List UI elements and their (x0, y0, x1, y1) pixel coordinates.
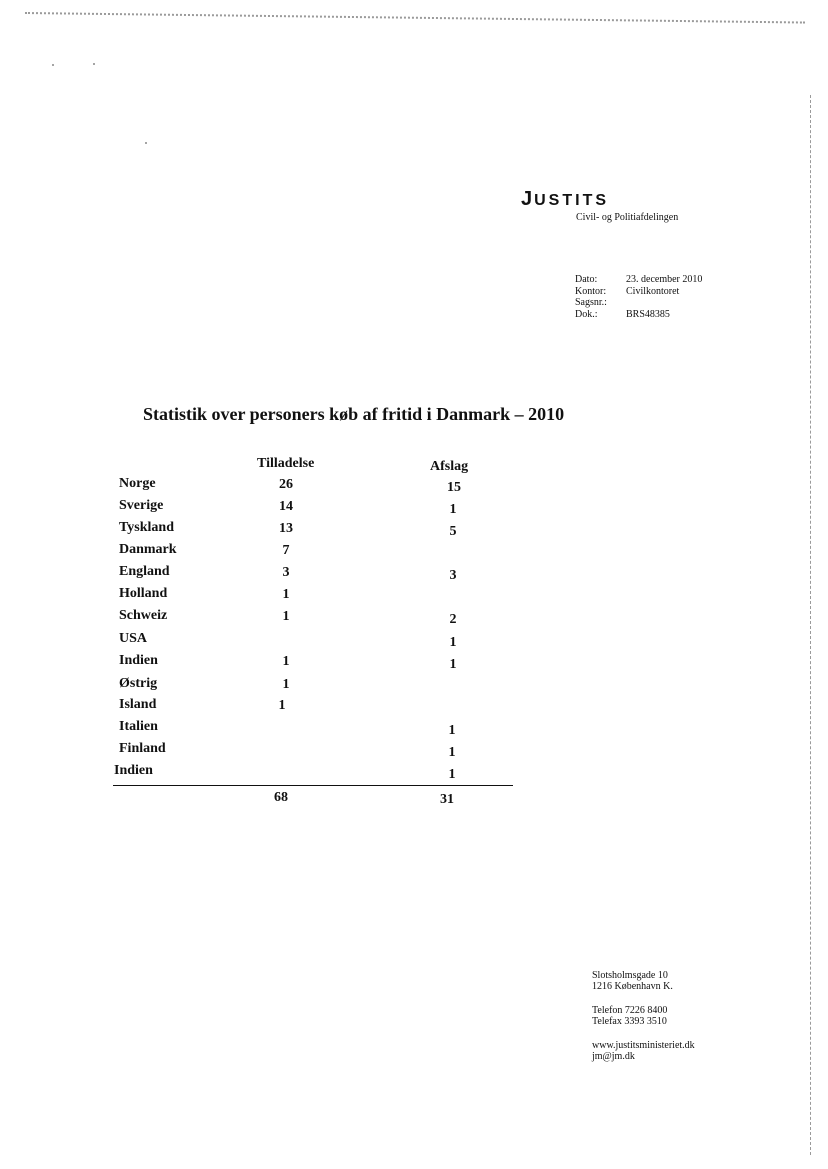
table-country: Schweiz (119, 608, 168, 623)
ministry-logo (521, 188, 609, 211)
table-country: Island (119, 697, 157, 712)
total-tilladelse: 68 (274, 790, 288, 805)
footer-fax: Telefax 3393 3510 (592, 1016, 667, 1027)
table-cell-tilladelse: 1 (282, 677, 290, 692)
table-country: Tyskland (119, 520, 174, 535)
table-cell-afslag: 15 (447, 480, 461, 495)
department-name: Civil- og Politiafdelingen (576, 212, 679, 223)
scan-speck (52, 64, 54, 66)
meta-label: Dato: (575, 274, 598, 285)
table-cell-tilladelse: 1 (282, 587, 290, 602)
table-cell-afslag: 1 (448, 745, 456, 760)
meta-value: BRS48385 (626, 308, 670, 320)
table-cell-tilladelse: 7 (282, 543, 290, 558)
footer-address-1: Slotsholmsgade 10 (592, 970, 668, 981)
table-cell-afslag: 1 (449, 502, 457, 517)
header-tilladelse: Tilladelse (257, 456, 315, 471)
table-country: Holland (119, 586, 168, 601)
table-cell-afslag: 1 (448, 767, 456, 782)
table-cell-tilladelse: 1 (278, 698, 286, 713)
page-title: Statistik over personers køb af fritid i Danmark – 2010 (143, 404, 565, 424)
scan-artifact-line (25, 12, 805, 24)
meta-label: Kontor: (575, 285, 607, 297)
table-cell-afslag: 1 (449, 635, 457, 650)
scan-speck (145, 142, 147, 144)
footer-address-2: 1216 København K. (592, 981, 673, 992)
table-country: Indien (119, 653, 158, 668)
table-cell-tilladelse: 1 (282, 654, 290, 669)
table-cell-afslag: 5 (449, 524, 457, 539)
meta-label: Sagsnr.: (575, 297, 607, 308)
meta-label: Dok.: (575, 308, 598, 320)
table-cell-afslag: 3 (449, 568, 457, 583)
total-divider (113, 785, 513, 786)
table-cell-afslag: 1 (448, 723, 456, 738)
table-country: Østrig (119, 676, 158, 691)
total-afslag: 31 (440, 792, 454, 807)
table-cell-afslag: 2 (449, 612, 457, 627)
table-cell-tilladelse: 26 (279, 477, 293, 492)
table-country: Finland (119, 741, 166, 756)
scan-speck (93, 63, 95, 65)
table-cell-afslag: 1 (449, 657, 457, 672)
table-cell-tilladelse: 1 (282, 609, 290, 624)
table-country: Sverige (119, 498, 164, 513)
meta-value: 23. december 2010 (626, 274, 703, 285)
table-cell-tilladelse: 13 (279, 521, 293, 536)
table-country: Indien (114, 763, 153, 778)
table-country: USA (119, 631, 148, 646)
table-country: Danmark (119, 542, 177, 557)
meta-value: Civilkontoret (626, 285, 680, 297)
header-afslag: Afslag (430, 459, 469, 474)
logo-initial: J (521, 188, 535, 210)
footer-web: www.justitsministeriet.dk (592, 1040, 695, 1051)
table-cell-tilladelse: 3 (282, 565, 290, 580)
scan-page-edge (810, 95, 811, 1155)
logo-text: USTITS (534, 192, 610, 209)
footer-phone: Telefon 7226 8400 (592, 1005, 668, 1016)
footer-email: jm@jm.dk (592, 1051, 635, 1062)
table-country: Norge (119, 476, 156, 491)
table-cell-tilladelse: 14 (279, 499, 293, 514)
table-country: Italien (119, 719, 158, 734)
table-country: England (119, 564, 170, 579)
